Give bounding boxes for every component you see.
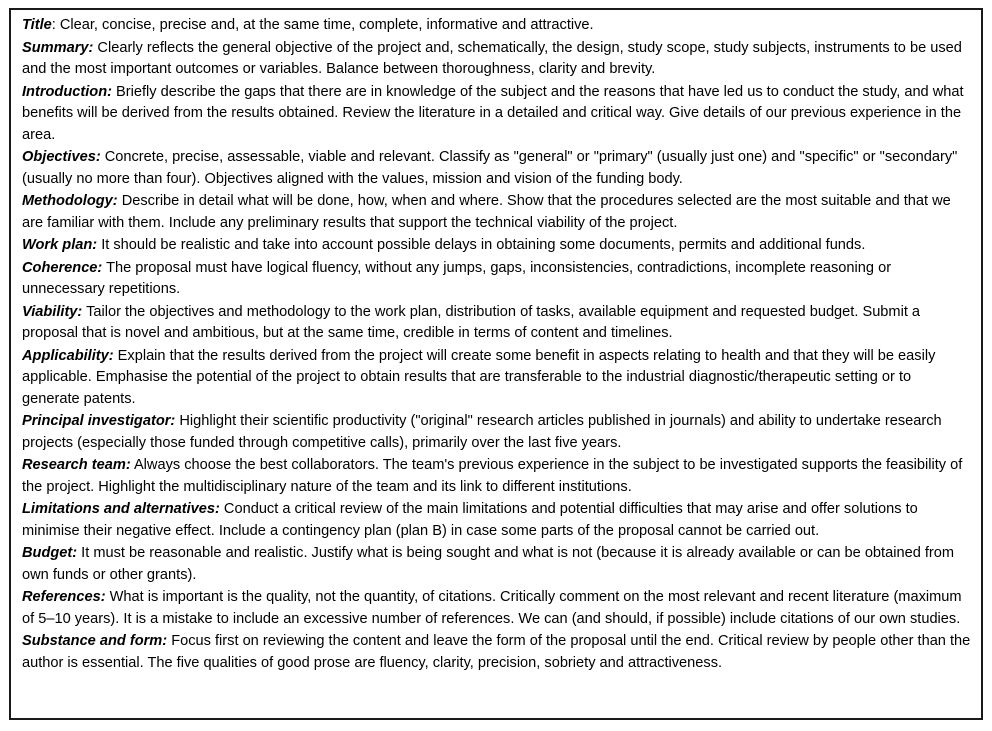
list-item xyxy=(22,631,971,674)
item-description: Describe in detail what will be done, how, when and where. Show that the procedures selected are the most suitable and that we are familiar with them. Include any preliminary results that support the technical viability of the project. xyxy=(22,193,951,231)
list-item xyxy=(22,543,971,586)
item-description: Highlight their scientific productivity ("original" research articles published in journals) and ability to undertake research projects (especially those funded through competitive calls), primarily over the last five years. xyxy=(22,413,942,451)
item-description: Explain that the results derived from the project will create some benefit in aspects relating to health and that they will be easily applicable. Emphasise the potential of the project to obtain results that are transferable to the industrial diagnostic/therapeutic setting or to generate patents. xyxy=(22,347,936,407)
list-item xyxy=(22,499,971,542)
item-term: Budget: xyxy=(22,545,78,561)
item-term: Viability: xyxy=(22,303,83,320)
list-item xyxy=(22,147,971,190)
list-item xyxy=(22,346,971,411)
guidelines-box xyxy=(9,8,983,720)
item-description: Concrete, precise, assessable, viable and relevant. Classify as "general" or "primary" (usually just one) and "specific" or "secondary" (usually no more than four). Objectives aligned with the values, mission and vision of the funding body. xyxy=(22,149,958,187)
item-term: Introduction: xyxy=(22,83,112,100)
item-description: Always choose the best collaborators. The team's previous experience in the subject to be investigated supports the feasibility of the project. Highlight the multidisciplinary nature of the team and its link to different institutions. xyxy=(22,457,963,495)
item-description: The proposal must have logical fluency, without any jumps, gaps, inconsistencies, contradictions, incomplete reasoning or unnecessary repetitions. xyxy=(22,259,892,297)
item-term: Coherence: xyxy=(22,259,103,276)
item-term: Limitations and alternatives: xyxy=(22,501,220,517)
item-term: Work plan: xyxy=(22,237,98,253)
item-description: Tailor the objectives and methodology to the work plan, distribution of tasks, available equipment and requested budget. Submit a proposal that is novel and ambitious, but at the same time, credible in terms of content and timelines. xyxy=(22,303,921,341)
item-term: Methodology: xyxy=(22,193,118,209)
list-item xyxy=(22,191,971,234)
list-item xyxy=(22,82,971,147)
list-item xyxy=(22,38,971,81)
item-term: Title xyxy=(22,17,52,33)
item-term: References: xyxy=(22,589,106,605)
item-description: What is important is the quality, not the quantity, of citations. Critically comment on the most relevant and recent literature (maximum of 5–10 years). It is a mistake to include an excessive number of references. We can (and should, if possible) include citations of our own studies. xyxy=(22,589,962,627)
item-description: Conduct a critical review of the main limitations and potential difficulties that may arise and offer solutions to minimise their negative effect. Include a contingency plan (plan B) in case some parts of the proposal cannot be carried out. xyxy=(22,501,918,539)
item-term: Principal investigator: xyxy=(22,413,176,429)
item-description: Clearly reflects the general objective of the project and, schematically, the design, study scope, study subjects, instruments to be used and the most important outcomes or variables. Balance between thoroughness, clarity and brevity. xyxy=(22,39,962,77)
item-term: Summary: xyxy=(22,39,94,56)
item-term: Applicability: xyxy=(22,347,114,364)
item-description: Briefly describe the gaps that there are in knowledge of the subject and the reasons that have led us to conduct the study, and what benefits will be derived from the results obtained. Review the literature in a detailed and critical way. Give details of our previous experience in the area. xyxy=(22,83,964,143)
item-term: Objectives: xyxy=(22,149,101,165)
list-item xyxy=(22,411,971,454)
list-item xyxy=(22,258,971,301)
list-item xyxy=(22,15,971,37)
list-item xyxy=(22,302,971,345)
item-description: : Clear, concise, precise and, at the same time, complete, informative and attractive. xyxy=(51,17,594,33)
list-item xyxy=(22,455,971,498)
guidelines-list xyxy=(22,15,971,674)
item-term: Substance and form: xyxy=(22,633,168,649)
list-item xyxy=(22,235,971,257)
item-description: It should be realistic and take into account possible delays in obtaining some documents, permits and additional funds. xyxy=(97,237,866,253)
item-term: Research team: xyxy=(22,457,131,473)
list-item xyxy=(22,587,971,630)
item-description: Focus first on reviewing the content and leave the form of the proposal until the end. Critical review by people other than the author is essential. The five qualities of good prose are fluency, clarity, precision, sobriety and attractiveness. xyxy=(22,633,971,671)
item-description: It must be reasonable and realistic. Justify what is being sought and what is not (because it is already available or can be obtained from own funds or other grants). xyxy=(22,545,955,583)
